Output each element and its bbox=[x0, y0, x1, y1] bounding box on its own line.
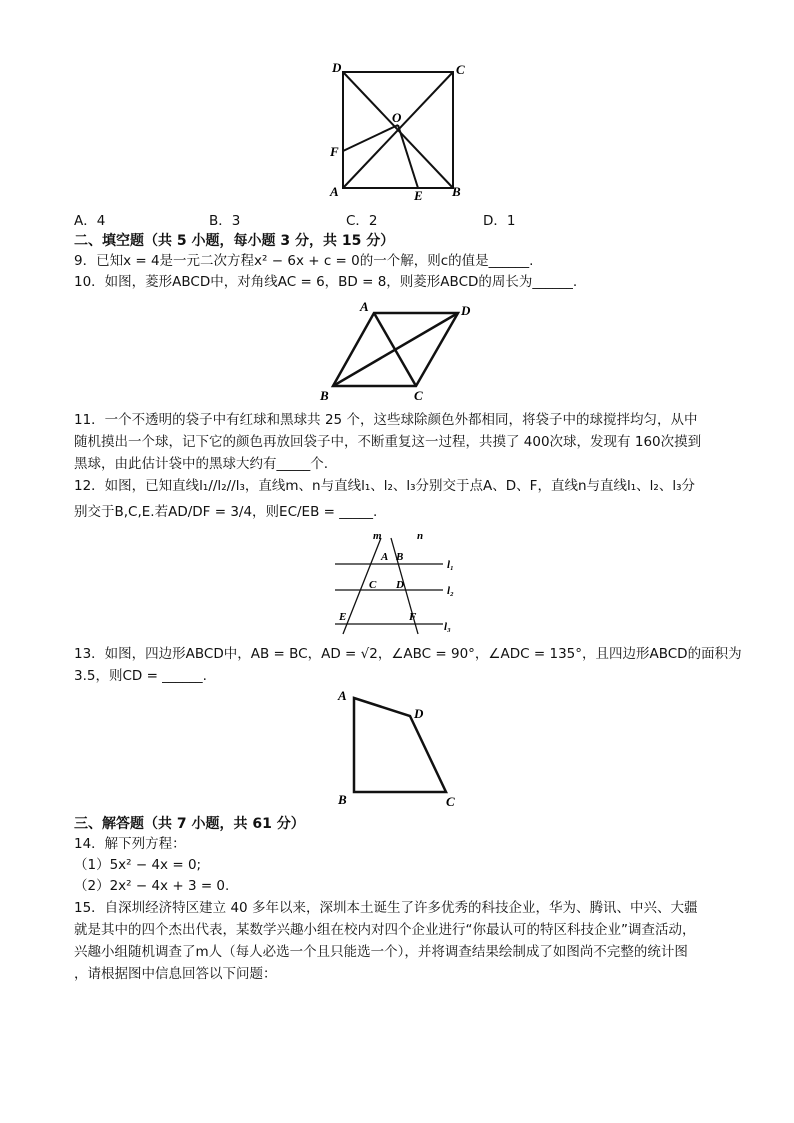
choice-b: B．3 bbox=[209, 213, 241, 229]
figure-rhombus-abcd bbox=[318, 296, 488, 404]
label-c: C bbox=[414, 388, 423, 403]
figure-quadrilateral-abcd bbox=[330, 686, 465, 812]
label-f: F bbox=[330, 144, 339, 159]
label-d: D bbox=[396, 579, 404, 591]
question-9: 9．已知x = 4是一元二次方程x² − 6x + c = 0的一个解，则c的值是______. bbox=[74, 253, 534, 269]
label-d: D bbox=[414, 706, 424, 721]
label-n: n bbox=[417, 530, 424, 542]
question-11-line-1: 11．一个不透明的袋子中有红球和黑球共 25 个，这些球除颜色外都相同，将袋子中的球搅拌均匀，从中 bbox=[74, 412, 698, 428]
label-c: C bbox=[369, 579, 377, 591]
label-a: A bbox=[330, 184, 339, 199]
label-l2: l₂ bbox=[447, 585, 454, 597]
choice-d: D．1 bbox=[483, 213, 516, 229]
choice-a: A．4 bbox=[74, 213, 106, 229]
segment-oe bbox=[398, 125, 418, 188]
label-a: A bbox=[338, 688, 347, 703]
figure-square-abcd bbox=[320, 58, 480, 206]
label-m: m bbox=[373, 530, 382, 542]
question-11-line-2: 随机摸出一个球，记下它的颜色再放回袋子中，不断重复这一过程，共摸了 400次球，发现有 160次摸到 bbox=[74, 434, 702, 450]
label-b: B bbox=[320, 388, 329, 403]
question-11-line-3: 黑球，由此估计袋中的黑球大约有_____个. bbox=[74, 456, 329, 472]
question-13-line-1: 13．如图，四边形ABCD中，AB = BC，AD = √2，∠ABC = 90°，∠ADC = 135°，且四边形ABCD的面积为 bbox=[74, 646, 742, 662]
question-15-line-1: 15．自深圳经济特区建立 40 多年以来，深圳本土诞生了许多优秀的科技企业，华为、腾讯、中兴、大疆 bbox=[74, 900, 698, 916]
label-f: F bbox=[409, 611, 417, 623]
question-14-line-3: （2）2x² − 4x + 3 = 0. bbox=[74, 878, 230, 894]
quadrilateral-outline bbox=[354, 698, 446, 792]
diagonal-bd bbox=[333, 313, 458, 386]
label-l1: l₁ bbox=[447, 559, 454, 571]
label-d: D bbox=[461, 303, 471, 318]
label-a: A bbox=[360, 299, 369, 314]
label-b: B bbox=[396, 551, 404, 563]
question-15-line-2: 就是其中的四个杰出代表，某数学兴趣小组在校内对四个企业进行“你最认可的特区科技企业”调查活动， bbox=[74, 922, 696, 938]
question-10: 10．如图，菱形ABCD中，对角线AC = 6，BD = 8，则菱形ABCD的周长为______. bbox=[74, 274, 578, 290]
label-b: B bbox=[452, 184, 461, 199]
question-14-line-2: （1）5x² − 4x = 0; bbox=[74, 857, 202, 873]
choice-c: C．2 bbox=[346, 213, 378, 229]
label-l3: l₃ bbox=[444, 621, 451, 633]
label-c: C bbox=[456, 62, 465, 77]
section-3-heading: 三、解答题（共 7 小题，共 61 分） bbox=[74, 816, 305, 832]
section-2-heading: 二、填空题（共 5 小题，每小题 3 分，共 15 分） bbox=[74, 233, 395, 249]
label-a: A bbox=[381, 551, 389, 563]
figure-parallel-lines bbox=[325, 528, 475, 638]
label-d: D bbox=[332, 60, 342, 75]
label-e: E bbox=[414, 188, 423, 203]
question-15-line-3: 兴趣小组随机调查了m人（每人必选一个且只能选一个），并将调查结果绘制成了如图尚不完整的统计图 bbox=[74, 944, 688, 960]
label-c: C bbox=[446, 794, 455, 809]
label-o: O bbox=[392, 110, 402, 125]
question-13-line-2: 3.5，则CD = ______. bbox=[74, 668, 207, 684]
label-b: B bbox=[338, 792, 347, 807]
question-12-line-1: 12．如图，已知直线l₁//l₂//l₃，直线m、n与直线l₁、l₂、l₃分别交于点A、D、F，直线n与直线l₁、l₂、l₃分 bbox=[74, 478, 695, 494]
label-e: E bbox=[339, 611, 347, 623]
question-14-line-1: 14．解下列方程： bbox=[74, 836, 186, 852]
question-12-line-2: 别交于B,C,E.若AD/DF = 3/4，则EC/EB = _____. bbox=[74, 504, 378, 520]
question-15-line-4: ，请根据图中信息回答以下问题： bbox=[74, 966, 277, 982]
